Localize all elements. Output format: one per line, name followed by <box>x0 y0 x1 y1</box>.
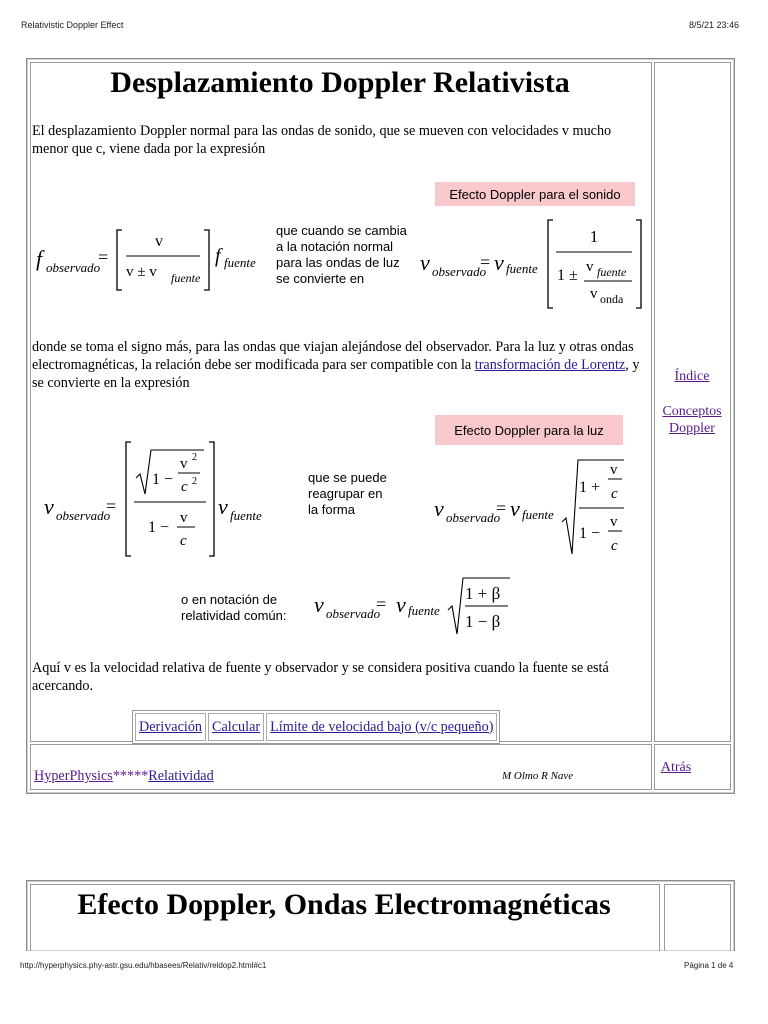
relatividad-link[interactable]: Relatividad <box>148 768 214 784</box>
svg-text:v: v <box>586 259 594 275</box>
svg-text:1: 1 <box>589 227 599 246</box>
section2-title: Efecto Doppler, Ondas Electromagnéticas <box>77 888 611 921</box>
equation-sound-frequency <box>34 218 274 298</box>
svg-text:v: v <box>180 510 188 526</box>
authors: M Olmo R Nave <box>502 770 574 782</box>
svg-text:c: c <box>180 533 187 549</box>
svg-text:v: v <box>610 462 618 478</box>
svg-text:fuente: fuente <box>224 255 256 270</box>
sound-effect-label: Efecto Doppler para el sonido <box>435 182 635 206</box>
svg-text:1 −: 1 − <box>148 519 170 536</box>
svg-text:observado: observado <box>432 264 487 279</box>
content-cell <box>30 62 652 742</box>
note-relativity: o en notación de relatividad común: <box>181 592 287 623</box>
print-header-title: Relativistic Doppler Effect <box>21 20 124 30</box>
footer-stars: ***** <box>112 768 149 784</box>
print-header-datetime: 8/5/21 23:46 <box>689 20 740 30</box>
svg-text:ν: ν <box>44 494 54 519</box>
svg-text:observado: observado <box>326 606 381 621</box>
derivation-button[interactable]: Derivación <box>135 713 206 741</box>
svg-text:observado: observado <box>56 508 111 523</box>
intro-paragraph: El desplazamiento Doppler normal para las ondas de sonido, que se mueven con velocidades v mucho menor que c, viene dada por la expresión <box>32 123 612 157</box>
back-link[interactable]: Atrás <box>660 760 692 775</box>
equation-light-regrouped <box>434 456 634 560</box>
svg-text:=: = <box>106 496 117 516</box>
svg-text:v: v <box>155 233 163 250</box>
footer-nav <box>34 767 214 785</box>
svg-text:onda: onda <box>600 292 624 306</box>
svg-text:=: = <box>480 252 491 272</box>
button-row <box>132 710 500 744</box>
svg-text:observado: observado <box>446 510 501 525</box>
light-effect-label: Efecto Doppler para la luz <box>435 415 623 445</box>
back-cell-content <box>656 759 696 776</box>
sidebar-index <box>656 368 728 385</box>
page-title: Desplazamiento Doppler Relativista <box>110 66 570 99</box>
hyperphysics-link[interactable]: HyperPhysics <box>34 768 113 784</box>
doppler-concepts-link[interactable]: Conceptos Doppler <box>662 404 722 436</box>
middle-paragraph: donde se toma el signo más, para las ondas que viajan alejándose del observador. Para la luz y otras ondas electromagnéticas, la relación debe ser modificada para ser compatible con la transformación de Lorentz, y se convierte en la expresión <box>32 339 640 391</box>
index-link[interactable]: Índice <box>674 369 710 384</box>
svg-text:c: c <box>611 486 618 502</box>
note-sound: que cuando se cambia a la notación normal para las ondas de luz se convierte en <box>276 223 407 286</box>
calculate-button[interactable]: Calcular <box>208 713 264 741</box>
svg-text:=: = <box>496 498 507 518</box>
svg-text:fuente: fuente <box>522 507 554 522</box>
svg-text:f: f <box>36 246 43 271</box>
svg-text:fuente: fuente <box>408 603 440 618</box>
print-footer-url: http://hyperphysics.phy-astr.gsu.edu/hbasees/Relativ/reldop2.html#c1 <box>20 961 267 970</box>
svg-text:1 ±: 1 ± <box>557 267 578 284</box>
svg-text:ν: ν <box>494 250 504 275</box>
svg-text:ν: ν <box>434 496 444 521</box>
svg-text:v: v <box>590 286 598 302</box>
svg-text:fuente: fuente <box>597 265 627 279</box>
low-speed-limit-button[interactable]: Límite de velocidad bajo (v/c pequeño) <box>266 713 497 741</box>
equation-beta <box>314 574 514 638</box>
svg-text:1 +: 1 + <box>579 479 601 496</box>
svg-text:ν: ν <box>420 250 430 275</box>
second-sidebar-cell <box>664 884 731 951</box>
svg-text:1 −: 1 − <box>152 471 174 488</box>
closing-paragraph: Aquí v es la velocidad relativa de fuente y observador y se considera positiva cuando la fuente se está acercando. <box>32 660 609 694</box>
svg-text:v ± v: v ± v <box>126 264 157 280</box>
svg-text:ν: ν <box>396 592 406 617</box>
note-regroup: que se puede reagrupar en la forma <box>308 470 387 517</box>
svg-text:fuente: fuente <box>230 508 262 523</box>
sidebar-concepts <box>656 403 728 437</box>
print-footer-page: Página 1 de 4 <box>684 961 734 970</box>
svg-text:ν: ν <box>314 592 324 617</box>
svg-text:fuente: fuente <box>171 271 201 285</box>
svg-text:f: f <box>215 245 221 267</box>
equation-light <box>44 438 274 560</box>
svg-text:fuente: fuente <box>506 261 538 276</box>
svg-text:=: = <box>98 247 109 267</box>
lorentz-link[interactable]: transformación de Lorentz <box>474 357 626 373</box>
svg-text:c: c <box>181 479 188 495</box>
svg-text:1 − β: 1 − β <box>465 612 501 631</box>
svg-text:v: v <box>180 456 188 472</box>
sidebar-cell <box>654 62 731 742</box>
svg-text:c: c <box>611 538 618 554</box>
svg-text:2: 2 <box>192 476 197 487</box>
svg-text:1 + β: 1 + β <box>465 584 501 603</box>
svg-text:1 −: 1 − <box>579 525 601 542</box>
svg-text:ν: ν <box>218 494 228 519</box>
svg-text:ν: ν <box>510 496 520 521</box>
svg-text:v: v <box>610 514 618 530</box>
equation-sound-nu <box>418 216 648 312</box>
svg-text:observado: observado <box>46 260 101 275</box>
svg-text:2: 2 <box>192 452 197 463</box>
svg-text:=: = <box>376 594 387 614</box>
